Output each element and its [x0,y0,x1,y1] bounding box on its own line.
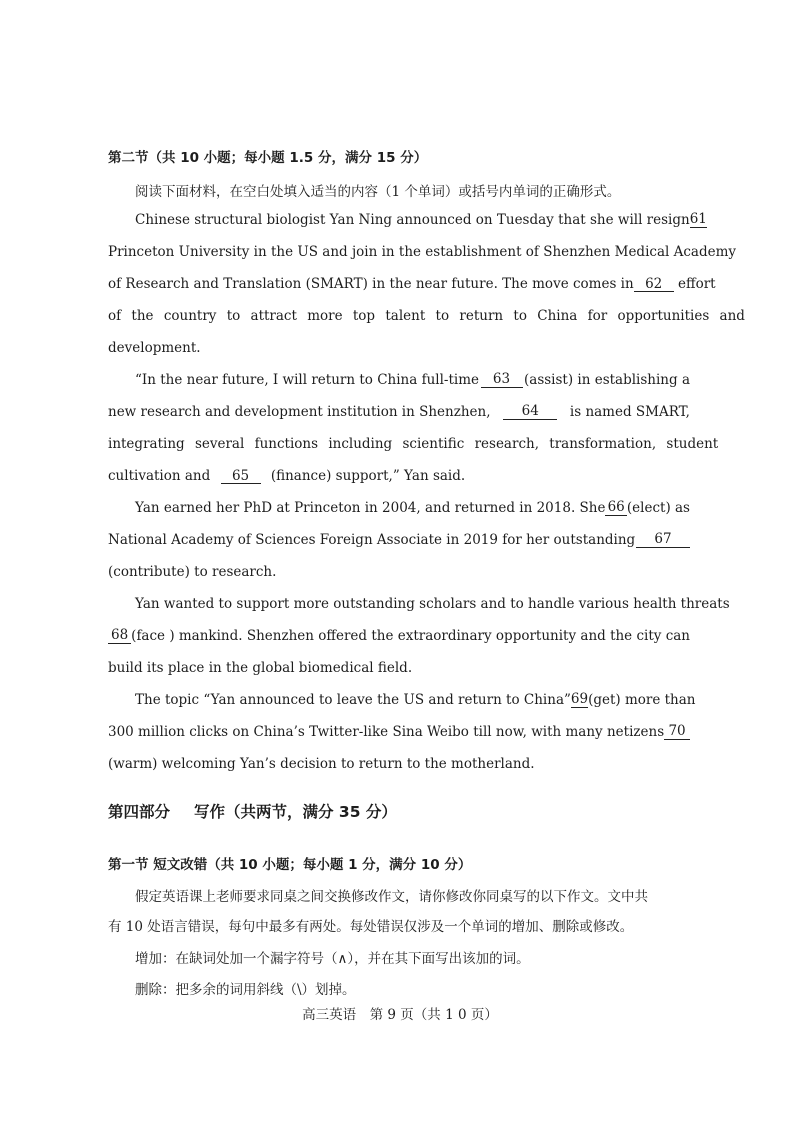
blank-70: 70 [664,724,690,740]
section2-instruction: 阅读下面材料，在空白处填入适当的内容（1 个单词）或括号内单词的正确形式。 [135,184,621,200]
section1-instruction-line-2: 有 10 处语言错误，每句中最多有两处。每处错误仅涉及一个单词的增加、删除或修改。 [108,919,634,935]
passage-text: “In the near future, I will return to China full-time [135,372,479,388]
passage-line-4 [108,308,745,324]
passage-text: (get) more than [588,692,696,708]
blank-64: 64 [503,404,557,420]
blank-65: 65 [221,469,261,484]
passage-line-10 [135,500,690,516]
passage-line-16 [135,691,696,708]
passage-text: Princeton University in the US and join in the establishment of Shenzhen Medical Academy [108,244,737,260]
passage-text: Chinese structural biologist Yan Ning announced on Tuesday that she will resign [135,212,690,228]
passage-text: of the country to attract more top talent to return to China for opportunities and [108,308,745,324]
passage-line-13 [135,596,730,612]
passage-text: Yan earned her PhD at Princeton in 2004, and returned in 2018. She [135,500,606,516]
blank-69: 69 [570,691,589,707]
passage-line-17 [108,724,690,740]
passage-line-9 [108,468,690,484]
passage-line-12: (contribute) to research. [108,564,277,580]
section2-heading: 第二节（共 10 小题；每小题 1.5 分，满分 15 分） [108,150,428,166]
blank-68: 68 [108,628,131,644]
passage-text: is named SMART, [569,404,690,420]
blank-62: 62 [634,277,674,292]
page-footer: 高三英语 第 9 页（共 1 0 页） [302,1007,498,1023]
passage-text: (assist) in establishing a [524,372,690,388]
passage-line-7 [108,404,690,420]
passage-text: Yan wanted to support more outstanding scholars and to handle various health threats [135,596,730,612]
passage-text: The topic “Yan announced to leave the US and return to China” [135,692,571,708]
passage-line-8 [108,436,719,452]
blank-61: 61 [689,211,707,227]
passage-line-14 [108,628,690,644]
passage-text: (elect) as [626,500,690,516]
passage-line-1 [135,211,707,228]
passage-text: 300 million clicks on China’s Twitter-like Sina Weibo till now, with many netizens [108,724,665,740]
passage-text: National Academy of Sciences Foreign Associate in 2019 for her outstanding [108,532,636,548]
passage-line-15: build its place in the global biomedical field. [108,660,413,676]
part4-title: 写作（共两节，满分 35 分） [194,803,397,821]
section1-instruction-line-1: 假定英语课上老师要求同桌之间交换修改作文，请你修改你同桌写的以下作文。文中共 [135,889,648,905]
passage-text: (face ) mankind. Shenzhen offered the extraordinary opportunity and the city can [131,628,690,644]
passage-line-11 [108,532,690,548]
part4-label: 第四部分 [108,803,171,821]
passage-line-3 [108,276,716,292]
passage-line-5: development. [108,340,201,356]
add-rule: 增加：在缺词处加一个漏字符号（∧），并在其下面写出该加的词。 [135,951,530,967]
delete-rule: 删除：把多余的词用斜线（\）划掉。 [135,982,356,998]
passage-line-18: (warm) welcoming Yan’s decision to return to the motherland. [108,756,535,772]
part4-heading [108,800,397,822]
blank-66: 66 [605,500,626,516]
passage-text: cultivation and [108,468,211,484]
passage-text: new research and development institution in Shenzhen, [108,404,491,420]
section1-heading: 第一节 短文改错（共 10 小题；每小题 1 分，满分 10 分） [108,857,472,873]
passage-line-2 [108,244,737,260]
passage-text: effort [677,276,716,292]
blank-67: 67 [636,532,690,548]
blank-63: 63 [481,372,523,388]
passage-text: integrating several functions including scientific research, transformation, student [108,436,719,452]
passage-text: (finance) support,” Yan said. [270,468,466,484]
passage-text: of Research and Translation (SMART) in the near future. The move comes in [108,276,634,292]
passage-line-6 [135,372,690,388]
